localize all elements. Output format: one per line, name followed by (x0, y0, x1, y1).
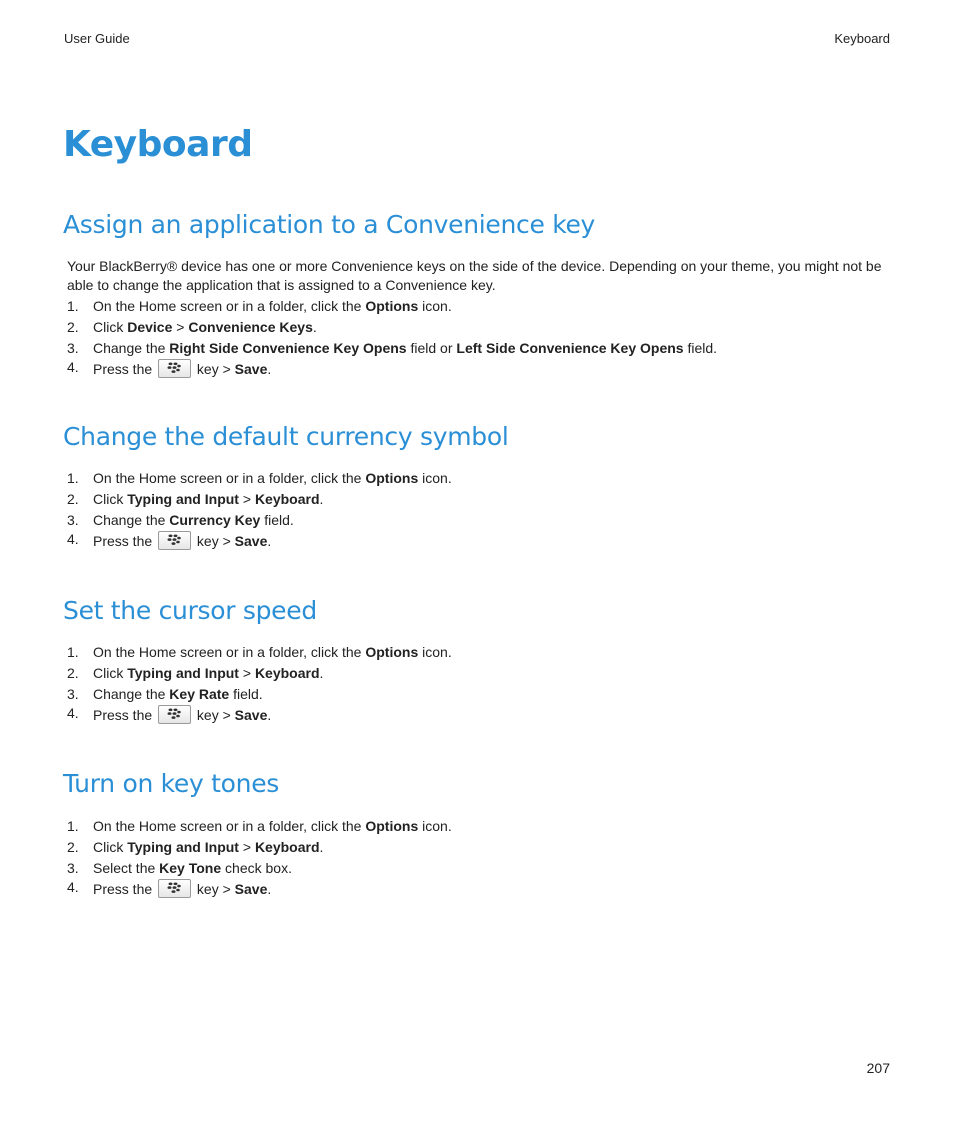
step-text-fragment: > (172, 318, 189, 335)
ui-term: Device (127, 318, 173, 335)
ui-term: Key Tone (159, 859, 222, 876)
step-text (93, 359, 271, 380)
section-title: Turn on key tones (63, 769, 279, 798)
step-text-fragment: > (238, 838, 255, 855)
step-number: 2. (67, 838, 79, 855)
step-number: 1. (67, 470, 79, 486)
step-text-fragment: On the Home screen or in a folder, click the (93, 818, 366, 834)
step-text-fragment: . (312, 318, 317, 335)
step-number: 4. (67, 531, 79, 548)
step-text-fragment: Select the (93, 859, 160, 876)
step-number: 4. (67, 879, 79, 896)
step-text-fragment: check box. (221, 859, 292, 876)
blackberry-menu-key-icon (158, 879, 191, 898)
step-text (93, 296, 452, 317)
step-text (93, 858, 292, 879)
page-title: Keyboard (63, 124, 253, 165)
ui-term: Options (365, 298, 419, 314)
step-text-fragment: On the Home screen or in a folder, click the (93, 644, 366, 660)
ui-term: Left Side Convenience Key Opens (456, 339, 684, 356)
ui-term: Keyboard (254, 664, 320, 681)
running-header-left: User Guide (64, 31, 130, 46)
step-text-fragment: > (238, 664, 255, 681)
ui-term: Keyboard (254, 490, 320, 507)
step-text-fragment: Press the (93, 361, 157, 378)
step-number: 2. (67, 664, 79, 681)
step-text-fragment: field. (683, 339, 718, 356)
step-text-fragment: Press the (93, 707, 157, 724)
step-number: 4. (67, 705, 79, 722)
step-text-fragment: > (238, 490, 255, 507)
step-text-fragment: . (267, 533, 272, 550)
step-number: 3. (67, 511, 79, 528)
step-text-fragment: . (319, 664, 324, 681)
step-text-fragment: Change the (93, 511, 170, 528)
step-text-fragment: icon. (418, 298, 452, 314)
step-number: 1. (67, 298, 79, 314)
running-header-right: Keyboard (834, 31, 890, 46)
step-text-fragment: Change the (93, 685, 170, 702)
step-text-fragment: key > (193, 533, 235, 550)
step-text-fragment: . (267, 361, 272, 378)
step-text-fragment: Click (93, 490, 128, 507)
ui-term: Convenience Keys (188, 318, 313, 335)
step-text-fragment: icon. (418, 644, 452, 660)
step-text-fragment: . (319, 490, 324, 507)
step-number: 1. (67, 818, 79, 834)
step-number: 2. (67, 318, 79, 335)
step-number: 3. (67, 339, 79, 356)
step-text (93, 816, 452, 837)
ui-term: Right Side Convenience Key Opens (169, 339, 407, 356)
step-text (93, 879, 271, 900)
blackberry-menu-key-icon (158, 705, 191, 724)
ui-term: Typing and Input (127, 838, 239, 855)
ui-term: Options (365, 644, 419, 660)
step-text-fragment: Click (93, 838, 128, 855)
ui-term: Key Rate (169, 685, 230, 702)
step-text (93, 705, 271, 726)
step-text (93, 317, 317, 338)
ui-term: Options (365, 818, 419, 834)
step-text-fragment: . (267, 707, 272, 724)
section-intro: Your BlackBerry® device has one or more Convenience keys on the side of the device. Depending on your theme, you might not be able to change the application that is assigned to a Convenience key. (67, 258, 882, 293)
ui-term: Keyboard (254, 838, 320, 855)
step-text (93, 338, 717, 359)
step-text (93, 510, 294, 531)
step-text-fragment: key > (193, 881, 235, 898)
step-text-fragment: On the Home screen or in a folder, click the (93, 470, 366, 486)
step-text-fragment: . (319, 838, 324, 855)
step-text-fragment: Press the (93, 533, 157, 550)
step-text-fragment: icon. (418, 470, 452, 486)
section-title: Change the default currency symbol (63, 422, 509, 451)
page-number: 207 (866, 1060, 890, 1076)
step-text-fragment: icon. (418, 818, 452, 834)
ui-term: Typing and Input (127, 490, 239, 507)
step-number: 3. (67, 685, 79, 702)
section-title: Assign an application to a Convenience key (63, 210, 596, 239)
step-text-fragment: field or (406, 339, 457, 356)
step-text (93, 642, 452, 663)
ui-term: Save (234, 707, 268, 724)
step-text-fragment: Click (93, 318, 128, 335)
step-number: 2. (67, 490, 79, 507)
ui-term: Save (234, 881, 268, 898)
step-text (93, 489, 323, 510)
step-text-fragment: key > (193, 361, 235, 378)
ui-term: Options (365, 470, 419, 486)
ui-term: Typing and Input (127, 664, 239, 681)
step-text (93, 837, 323, 858)
ui-term: Save (234, 533, 268, 550)
step-text-fragment: field. (229, 685, 263, 702)
step-text (93, 663, 323, 684)
step-number: 3. (67, 859, 79, 876)
ui-term: Save (234, 361, 268, 378)
step-text-fragment: On the Home screen or in a folder, click the (93, 298, 366, 314)
step-text-fragment: Press the (93, 881, 157, 898)
section-title: Set the cursor speed (63, 596, 317, 625)
step-text-fragment: key > (193, 707, 235, 724)
step-number: 1. (67, 644, 79, 660)
step-text-fragment: Change the (93, 339, 170, 356)
step-number: 4. (67, 359, 79, 376)
step-text (93, 531, 271, 552)
blackberry-menu-key-icon (158, 531, 191, 550)
step-text-fragment: field. (260, 511, 294, 528)
step-text (93, 684, 263, 705)
step-text-fragment: . (267, 881, 272, 898)
step-text (93, 468, 452, 489)
step-text-fragment: Click (93, 664, 128, 681)
blackberry-menu-key-icon (158, 359, 191, 378)
ui-term: Currency Key (169, 511, 261, 528)
